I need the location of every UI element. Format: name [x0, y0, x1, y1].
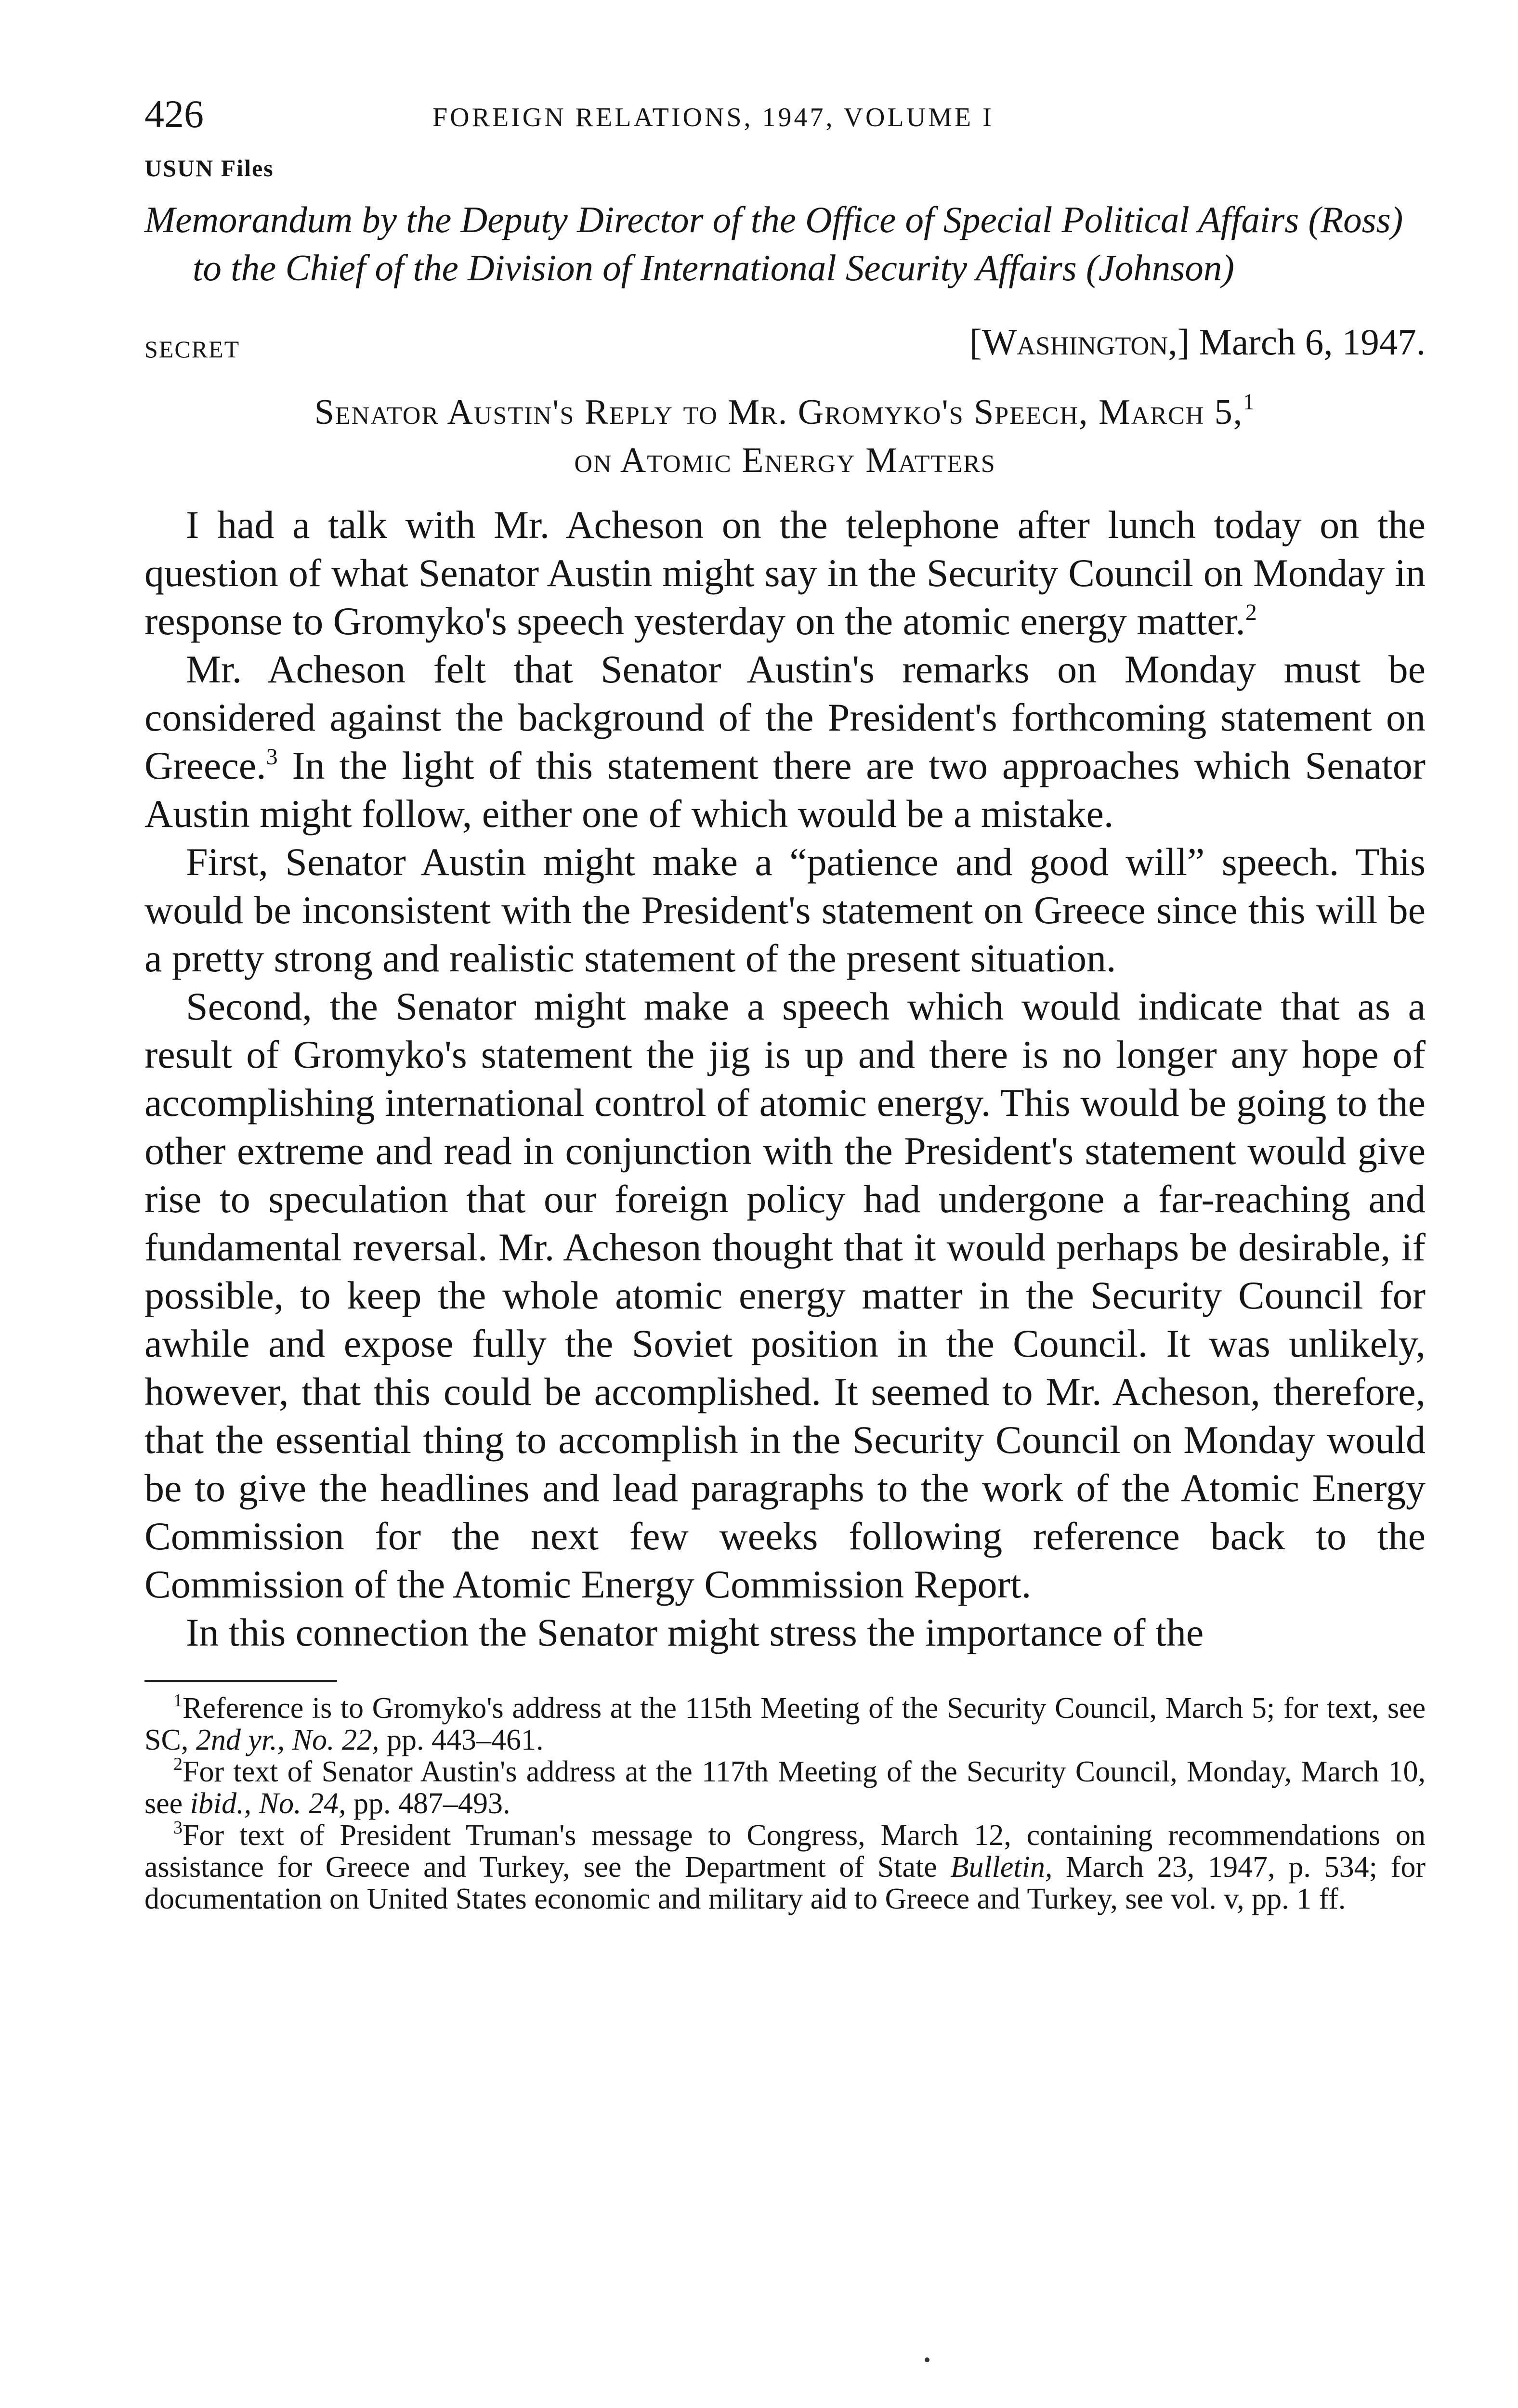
footnote-number: 3	[173, 1818, 183, 1838]
subject-line-2: on Atomic Energy Matters	[574, 441, 996, 480]
classification-label: SECRET	[144, 336, 240, 363]
page-number: 426	[144, 92, 204, 136]
paragraph	[144, 501, 1426, 645]
footnote-text: For text of President Truman's message to Congress, March 12, containing recommendations on assistance for Greece and Turkey, see the Department of State	[144, 1819, 1426, 1884]
footnote-ref-1: 1	[1243, 389, 1256, 415]
memo-body	[144, 501, 1426, 1657]
footnote-divider	[144, 1680, 337, 1682]
footnote-number: 1	[173, 1690, 183, 1711]
paragraph: In this connection the Senator might stress the importance of the	[186, 1610, 1204, 1654]
footnote-text: Reference is to Gromyko's address at the 115th Meeting of the Security Council, March 5; for text, see SC,	[144, 1692, 1426, 1756]
dateline	[969, 321, 1426, 364]
footnote-text: pp. 487–493.	[346, 1787, 510, 1820]
footnote-number: 2	[173, 1754, 183, 1774]
footnotes	[144, 1692, 1426, 1915]
running-head: FOREIGN RELATIONS, 1947, VOLUME I	[432, 103, 994, 132]
paragraph-text: In the light of this statement there are two approaches which Senator Austin might follow, either one of which would be a mistake.	[144, 744, 1426, 836]
paragraph-text: I had a talk with Mr. Acheson on the telephone after lunch today on the question of what Senator Austin might say in the Security Council on Monday in response to Gromyko's speech yesterday on the atomic energy matter.	[144, 503, 1426, 643]
paragraph	[144, 645, 1426, 838]
dateline-date: March 6, 1947.	[1199, 321, 1426, 363]
footnote-citation: ibid., No. 24,	[190, 1787, 346, 1820]
footnote-text: pp. 443–461.	[379, 1724, 544, 1756]
footnote-3	[144, 1819, 1426, 1915]
footnote-ref-3: 3	[266, 744, 278, 770]
dateline-place: [Washington,]	[969, 321, 1190, 363]
footnote-2	[144, 1756, 1426, 1819]
page-mark-dot	[925, 2357, 929, 2362]
classification-row	[144, 321, 1426, 379]
footnote-1	[144, 1692, 1426, 1756]
document-title: Memorandum by the Deputy Director of the Office of Special Political Affairs (Ross) to the Chief of the Division of International Security Affairs (Johnson)	[144, 199, 1403, 288]
footnote-ref-2: 2	[1245, 600, 1257, 625]
subject-line-1: Senator Austin's Reply to Mr. Gromyko's Speech, March 5,	[314, 393, 1243, 432]
paragraph: First, Senator Austin might make a “patience and good will” speech. This would be inconsistent with the President's statement on Greece since this will be a pretty strong and realistic statement of the present situation.	[144, 840, 1426, 980]
source-label: USUN Files	[144, 155, 274, 182]
page-header	[144, 92, 1426, 149]
footnote-citation: 2nd yr., No. 22,	[196, 1724, 380, 1756]
footnote-citation: Bulletin,	[950, 1851, 1053, 1884]
document-page	[144, 92, 1426, 1915]
subject-heading	[144, 388, 1426, 484]
footnote-text: March 23, 1947, p. 534; for documentation on United States economic and military aid to Greece and Turkey, see vol. v, pp. 1 ff.	[144, 1851, 1426, 1915]
paragraph-text: Mr. Acheson felt that Senator Austin's remarks on Monday must be considered against the background of the President's forthcoming statement on Greece.	[144, 647, 1426, 787]
footnote-text: For text of Senator Austin's address at the 117th Meeting of the Security Council, Monday, March 10, see	[144, 1755, 1426, 1820]
paragraph: Second, the Senator might make a speech which would indicate that as a result of Gromyko's statement the jig is up and there is no longer any hope of accomplishing international control of atomic energy. This would be going to the other extreme and read in conjunction with the President's statement would give rise to speculation that our foreign policy had undergone a far-reaching and fundamental reversal. Mr. Acheson thought that it would perhaps be desirable, if possible, to keep the whole atomic energy matter in the Security Council for awhile and expose fully the Soviet position in the Council. It was unlikely, however, that this could be accomplished. It seemed to Mr. Acheson, therefore, that the essential thing to accomplish in the Security Council on Monday would be to give the headlines and lead paragraphs to the work of the Atomic Energy Commission for the next few weeks following reference back to the Commission of the Atomic Energy Commission Report.	[144, 984, 1426, 1606]
